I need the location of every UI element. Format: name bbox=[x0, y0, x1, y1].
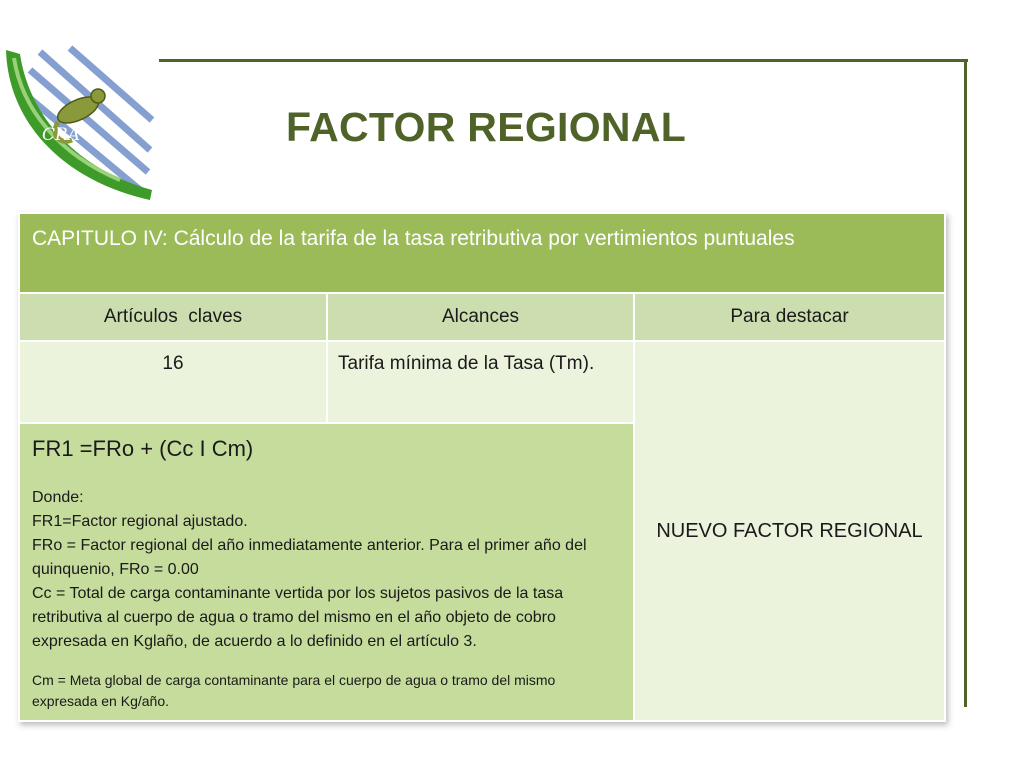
formula-footnote: Cm = Meta global de carga contaminante para el cuerpo de agua o tramo del mismo expresada en Kg/año. bbox=[32, 672, 556, 709]
definition-line: Donde: bbox=[32, 489, 84, 506]
definition-line: FR1=Factor regional ajustado. bbox=[32, 513, 248, 530]
page-title: FACTOR REGIONAL bbox=[286, 104, 687, 150]
header-alcances: Alcances bbox=[327, 293, 634, 341]
logo-letter-c: CRA bbox=[42, 125, 81, 145]
highlight-cell: NUEVO FACTOR REGIONAL bbox=[634, 341, 945, 721]
article-scope: Tarifa mínima de la Tasa (Tm). bbox=[327, 341, 634, 423]
formula-definitions bbox=[32, 486, 621, 654]
header-articulos: Artículos claves bbox=[19, 293, 327, 341]
article-number: 16 bbox=[19, 341, 327, 423]
frame-right-line bbox=[964, 59, 967, 707]
formula-cell bbox=[19, 423, 634, 721]
data-table bbox=[18, 212, 946, 722]
definition-line: FRo = Factor regional del año inmediatamente anterior. Para el primer año del quinquenio, FRo = 0.00 bbox=[32, 537, 587, 578]
definition-line: Cc = Total de carga contaminante vertida por los sujetos pasivos de la tasa retributiva al cuerpo de agua o tramo del mismo en el año objeto de cobro expresada en Kglaño, de acuerdo a lo definido en el artículo 3. bbox=[32, 585, 564, 650]
table-caption: CAPITULO IV: Cálculo de la tarifa de la tasa retributiva por vertimientos puntuales bbox=[19, 213, 945, 293]
cra-logo bbox=[0, 40, 160, 205]
formula-main: FR1 =FRo + (Cc I Cm) bbox=[32, 436, 254, 461]
header-para-destacar: Para destacar bbox=[634, 293, 945, 341]
frame-top-line bbox=[159, 59, 968, 62]
